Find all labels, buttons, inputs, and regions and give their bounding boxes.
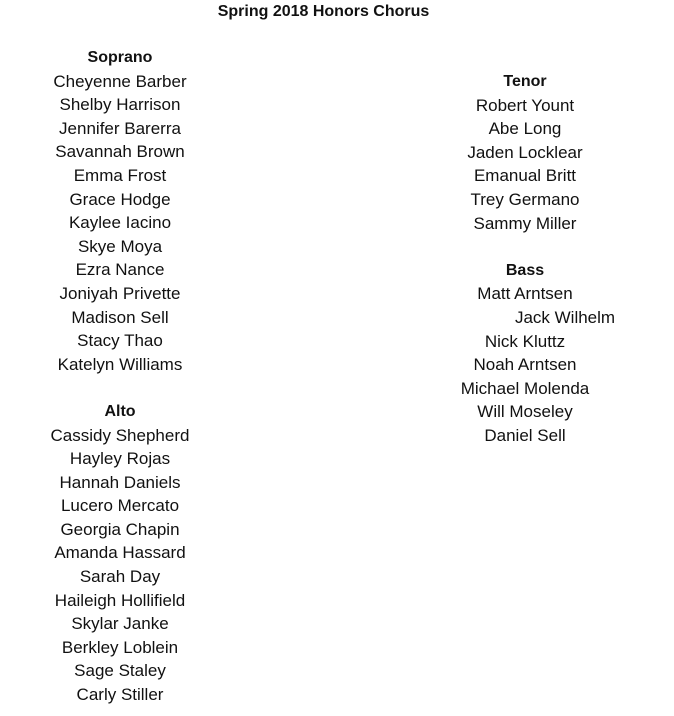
tenor-name: Robert Yount xyxy=(475,95,575,115)
soprano-name: Emma Frost xyxy=(73,165,167,185)
soprano-name: Stacy Thao xyxy=(77,331,163,351)
bass-name xyxy=(405,306,645,330)
soprano-name: Katelyn Williams xyxy=(57,354,183,374)
section-spacer xyxy=(0,376,240,400)
soprano-name: Cheyenne Barber xyxy=(53,71,187,91)
alto-name: Hannah Daniels xyxy=(59,472,181,492)
alto-name: Lucero Mercato xyxy=(60,496,180,516)
soprano-name: Madison Sell xyxy=(71,307,169,327)
soprano-name: Ezra Nance xyxy=(75,260,165,280)
tenor-name: Emanual Britt xyxy=(473,166,577,186)
bass-name: Michael Molenda xyxy=(460,378,590,398)
right-column xyxy=(405,70,645,448)
soprano-name: Kaylee Iacino xyxy=(68,213,172,233)
tenor-heading: Tenor xyxy=(503,73,547,90)
left-column xyxy=(0,46,240,707)
alto-name: Cassidy Shepherd xyxy=(50,425,190,445)
bass-name: Noah Arntsen xyxy=(473,355,577,375)
alto-name: Hayley Rojas xyxy=(69,449,171,469)
alto-name: Berkley Loblein xyxy=(61,637,179,657)
tenor-name: Abe Long xyxy=(488,119,562,139)
bass-name: Nick Kluttz xyxy=(484,331,566,351)
soprano-name: Jennifer Barerra xyxy=(59,118,181,138)
tenor-name: Jaden Locklear xyxy=(467,142,583,162)
soprano-heading: Soprano xyxy=(87,49,153,66)
alto-name: Sarah Day xyxy=(79,567,161,587)
tenor-name: Sammy Miller xyxy=(473,213,577,233)
bass-name-text: Jack Wilhelm xyxy=(514,307,616,327)
soprano-name: Grace Hodge xyxy=(69,189,171,209)
page-title: Spring 2018 Honors Chorus xyxy=(217,3,430,20)
alto-name: Haileigh Hollifield xyxy=(54,590,186,610)
alto-name: Carly Stiller xyxy=(76,685,164,705)
soprano-name: Joniyah Privette xyxy=(59,283,181,303)
bass-name: Daniel Sell xyxy=(484,425,566,445)
alto-name: Georgia Chapin xyxy=(60,519,180,539)
bass-name: Will Moseley xyxy=(477,402,573,422)
tenor-name: Trey Germano xyxy=(470,189,580,209)
soprano-name: Skye Moya xyxy=(77,236,163,256)
alto-name: Skylar Janke xyxy=(71,614,169,634)
section-spacer xyxy=(405,235,645,259)
alto-name: Amanda Hassard xyxy=(54,543,186,563)
soprano-name: Shelby Harrison xyxy=(59,95,181,115)
soprano-name: Savannah Brown xyxy=(55,142,185,162)
bass-heading: Bass xyxy=(505,261,545,279)
alto-name: Sage Staley xyxy=(74,661,166,681)
alto-heading: Alto xyxy=(104,402,136,420)
bass-name: Matt Arntsen xyxy=(477,284,573,304)
